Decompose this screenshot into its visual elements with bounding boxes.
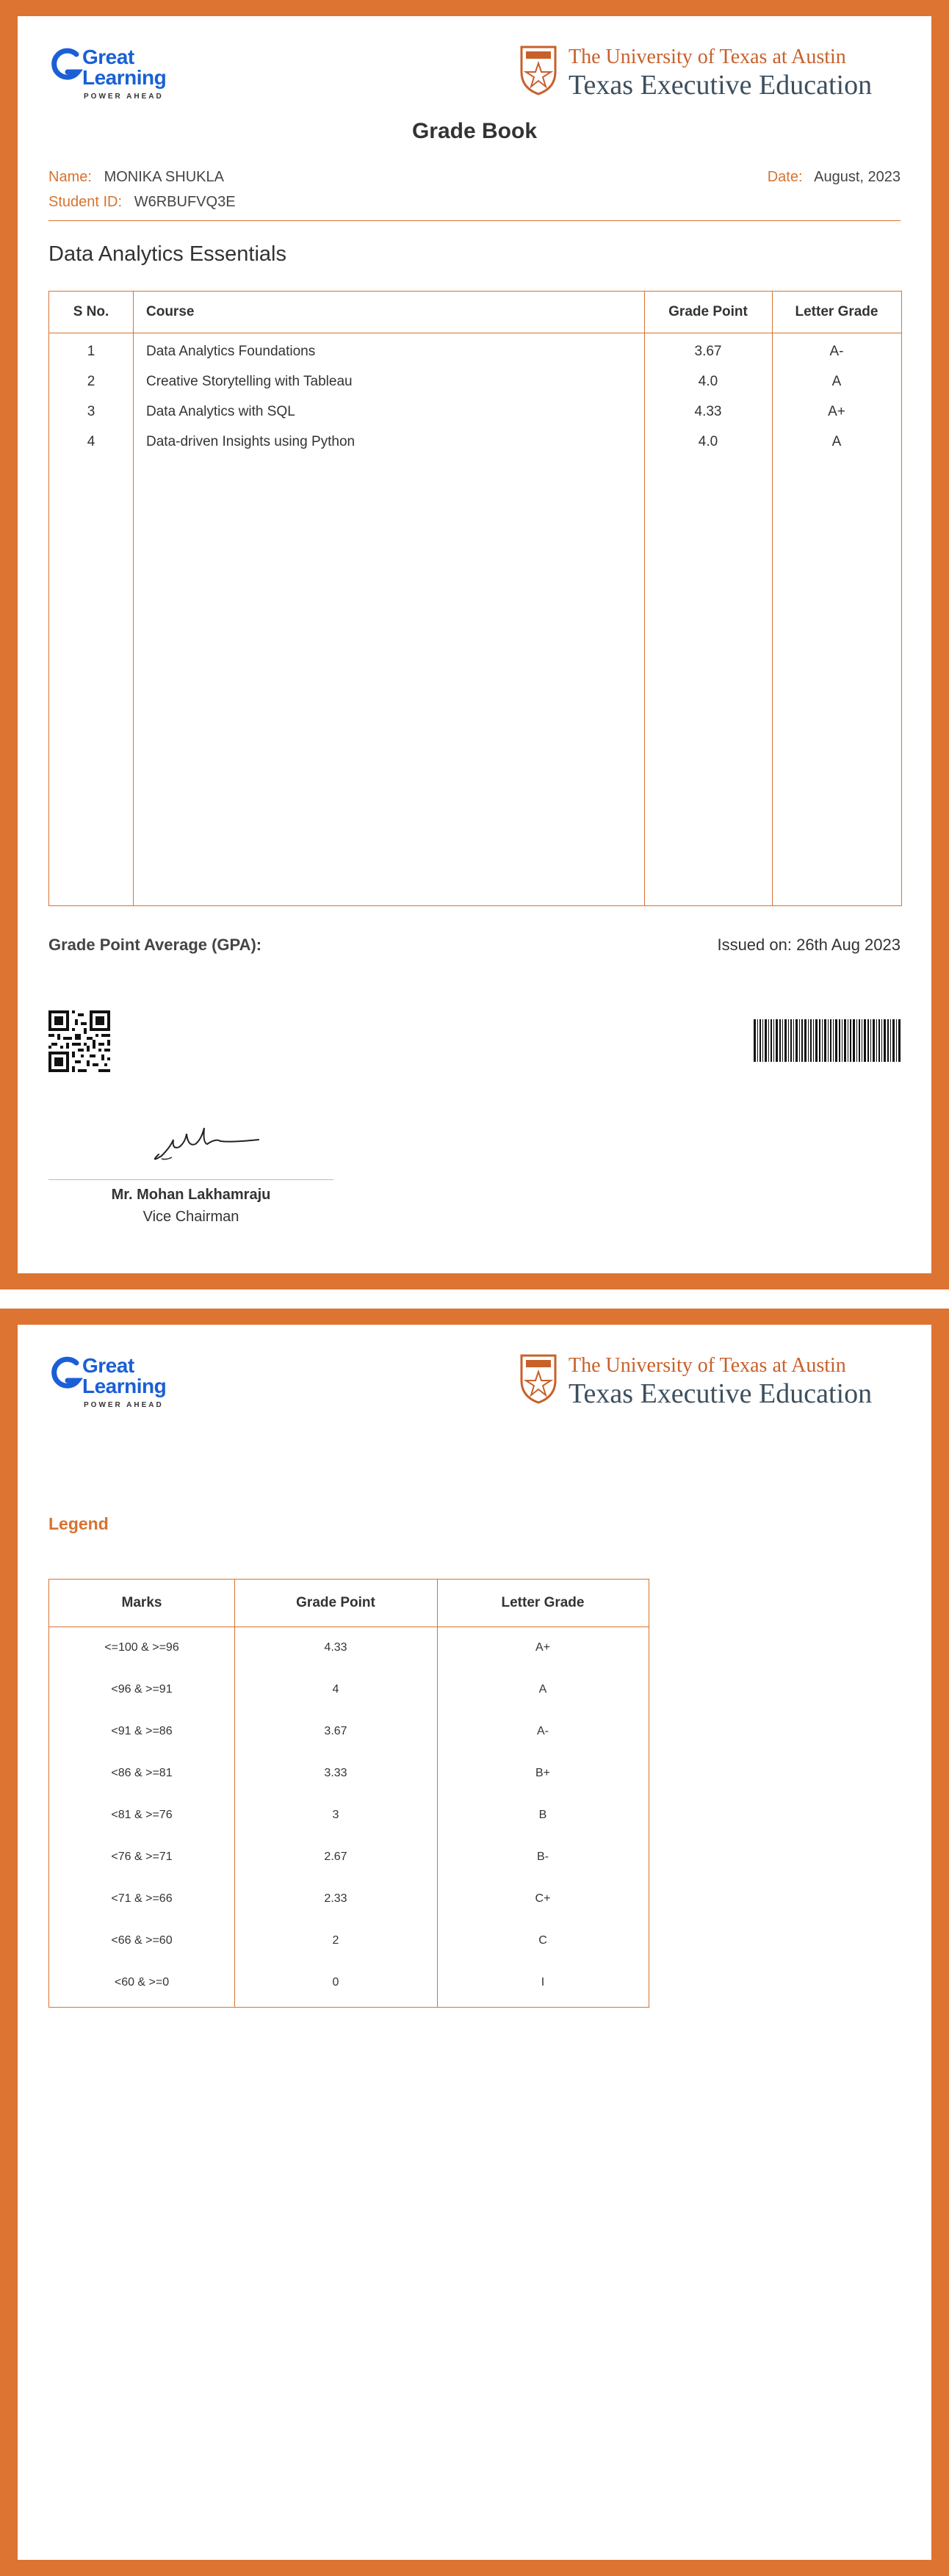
barcode-icon	[754, 1019, 901, 1062]
header-divider	[48, 220, 901, 221]
issued-on: Issued on: 26th Aug 2023	[717, 936, 901, 954]
header-course: Course	[146, 304, 195, 319]
legend-grade-point: 3	[332, 1809, 339, 1821]
legend-marks: <76 & >=71	[111, 1850, 173, 1863]
student-id	[48, 194, 236, 211]
header-letter-grade: Letter Grade	[501, 1595, 585, 1610]
gl-tagline: POWER AHEAD	[84, 93, 164, 101]
great-learning-logo	[48, 46, 195, 104]
page-title: Grade Book	[411, 119, 538, 143]
header-grade-point: Grade Point	[668, 304, 748, 319]
row-course: Creative Storytelling with Tableau	[146, 374, 353, 389]
row-grade-point: 4.0	[698, 434, 718, 449]
signature-line	[48, 1179, 333, 1180]
student-id-value: W6RBUFVQ3E	[134, 194, 236, 210]
legend-grade-point: 2.67	[324, 1850, 347, 1863]
row-letter-grade: A-	[829, 344, 844, 359]
row-course: Data-driven Insights using Python	[146, 434, 356, 449]
legend-grade-point: 4.33	[324, 1641, 347, 1654]
row-sno: 4	[87, 434, 95, 449]
legend-marks: <60 & >=0	[114, 1976, 170, 1989]
ut-school-name: Texas Executive Education	[569, 1378, 873, 1409]
legend-grade-point: 2.33	[324, 1892, 347, 1905]
legend-marks: <66 & >=60	[111, 1934, 173, 1947]
date-value: August, 2023	[814, 169, 901, 185]
header-sno: S No.	[73, 304, 109, 319]
row-sno: 2	[87, 374, 95, 389]
gl-wordmark-line1: Great	[82, 1354, 134, 1377]
great-learning-g-icon	[48, 46, 85, 90]
legend-table	[48, 1579, 649, 2008]
signature-image	[128, 1118, 275, 1169]
row-sno: 1	[87, 344, 95, 359]
row-course: Data Analytics Foundations	[146, 344, 316, 359]
date-label: Date:	[767, 169, 803, 185]
issue-date	[768, 169, 901, 186]
legend-letter-grade: I	[541, 1976, 545, 1989]
gpa-label: Grade Point Average (GPA):	[48, 936, 262, 954]
legend-marks: <=100 & >=96	[104, 1641, 179, 1654]
legend-marks: <86 & >=81	[111, 1767, 173, 1779]
program-title: Data Analytics Essentials	[48, 242, 286, 266]
gl-wordmark-line2: Learning	[82, 66, 167, 89]
header-grade-point: Grade Point	[296, 1595, 375, 1610]
name-label: Name:	[48, 169, 92, 185]
row-grade-point: 4.0	[698, 374, 718, 389]
grade-table	[48, 291, 902, 906]
qr-code-icon	[48, 1010, 110, 1072]
ut-university-name: The University of Texas at Austin	[569, 1354, 846, 1377]
row-grade-point: 4.33	[694, 404, 722, 419]
student-id-label: Student ID:	[48, 194, 123, 210]
legend-page	[0, 1309, 949, 2576]
legend-letter-grade: A-	[537, 1725, 549, 1737]
ut-austin-logo	[519, 1353, 901, 1411]
row-letter-grade: A	[831, 374, 842, 389]
legend-grade-point: 4	[332, 1683, 339, 1696]
legend-letter-grade: B+	[535, 1767, 550, 1779]
student-name	[48, 169, 224, 186]
signer-name: Mr. Mohan Lakhamraju	[111, 1187, 271, 1203]
header-letter-grade: Letter Grade	[795, 304, 878, 319]
gl-wordmark-line2: Learning	[82, 1375, 167, 1397]
ut-seal-icon	[519, 44, 558, 95]
signer-role: Vice Chairman	[142, 1209, 239, 1225]
ut-seal-icon	[519, 1353, 558, 1404]
gl-wordmark-line1: Great	[82, 46, 134, 68]
legend-marks: <81 & >=76	[111, 1809, 173, 1821]
name-value: MONIKA SHUKLA	[104, 169, 224, 185]
row-letter-grade: A+	[828, 404, 845, 419]
row-grade-point: 3.67	[694, 344, 722, 359]
ut-school-name: Texas Executive Education	[569, 70, 873, 101]
row-course: Data Analytics with SQL	[146, 404, 295, 419]
legend-letter-grade: C+	[535, 1892, 551, 1905]
column-divider	[133, 292, 134, 905]
legend-letter-grade: B-	[537, 1850, 549, 1863]
page-sheet	[18, 16, 931, 1273]
legend-grade-point: 0	[332, 1976, 339, 1989]
legend-letter-grade: C	[538, 1934, 547, 1947]
great-learning-logo	[48, 1354, 195, 1413]
legend-letter-grade: B	[538, 1809, 547, 1821]
page-sheet	[18, 1325, 931, 2560]
ut-austin-logo	[519, 44, 901, 103]
legend-marks: <91 & >=86	[111, 1725, 173, 1737]
gl-tagline: POWER AHEAD	[84, 1401, 164, 1409]
header-marks: Marks	[121, 1595, 162, 1610]
legend-grade-point: 3.67	[324, 1725, 347, 1737]
legend-marks: <71 & >=66	[111, 1892, 173, 1905]
row-sno: 3	[87, 404, 95, 419]
legend-grade-point: 2	[332, 1934, 339, 1947]
legend-letter-grade: A	[538, 1683, 547, 1696]
ut-university-name: The University of Texas at Austin	[569, 46, 846, 68]
legend-letter-grade: A+	[535, 1641, 550, 1654]
legend-title: Legend	[48, 1514, 109, 1533]
row-letter-grade: A	[831, 434, 842, 449]
legend-marks: <96 & >=91	[111, 1683, 173, 1696]
great-learning-g-icon	[48, 1354, 85, 1398]
legend-grade-point: 3.33	[324, 1767, 347, 1779]
